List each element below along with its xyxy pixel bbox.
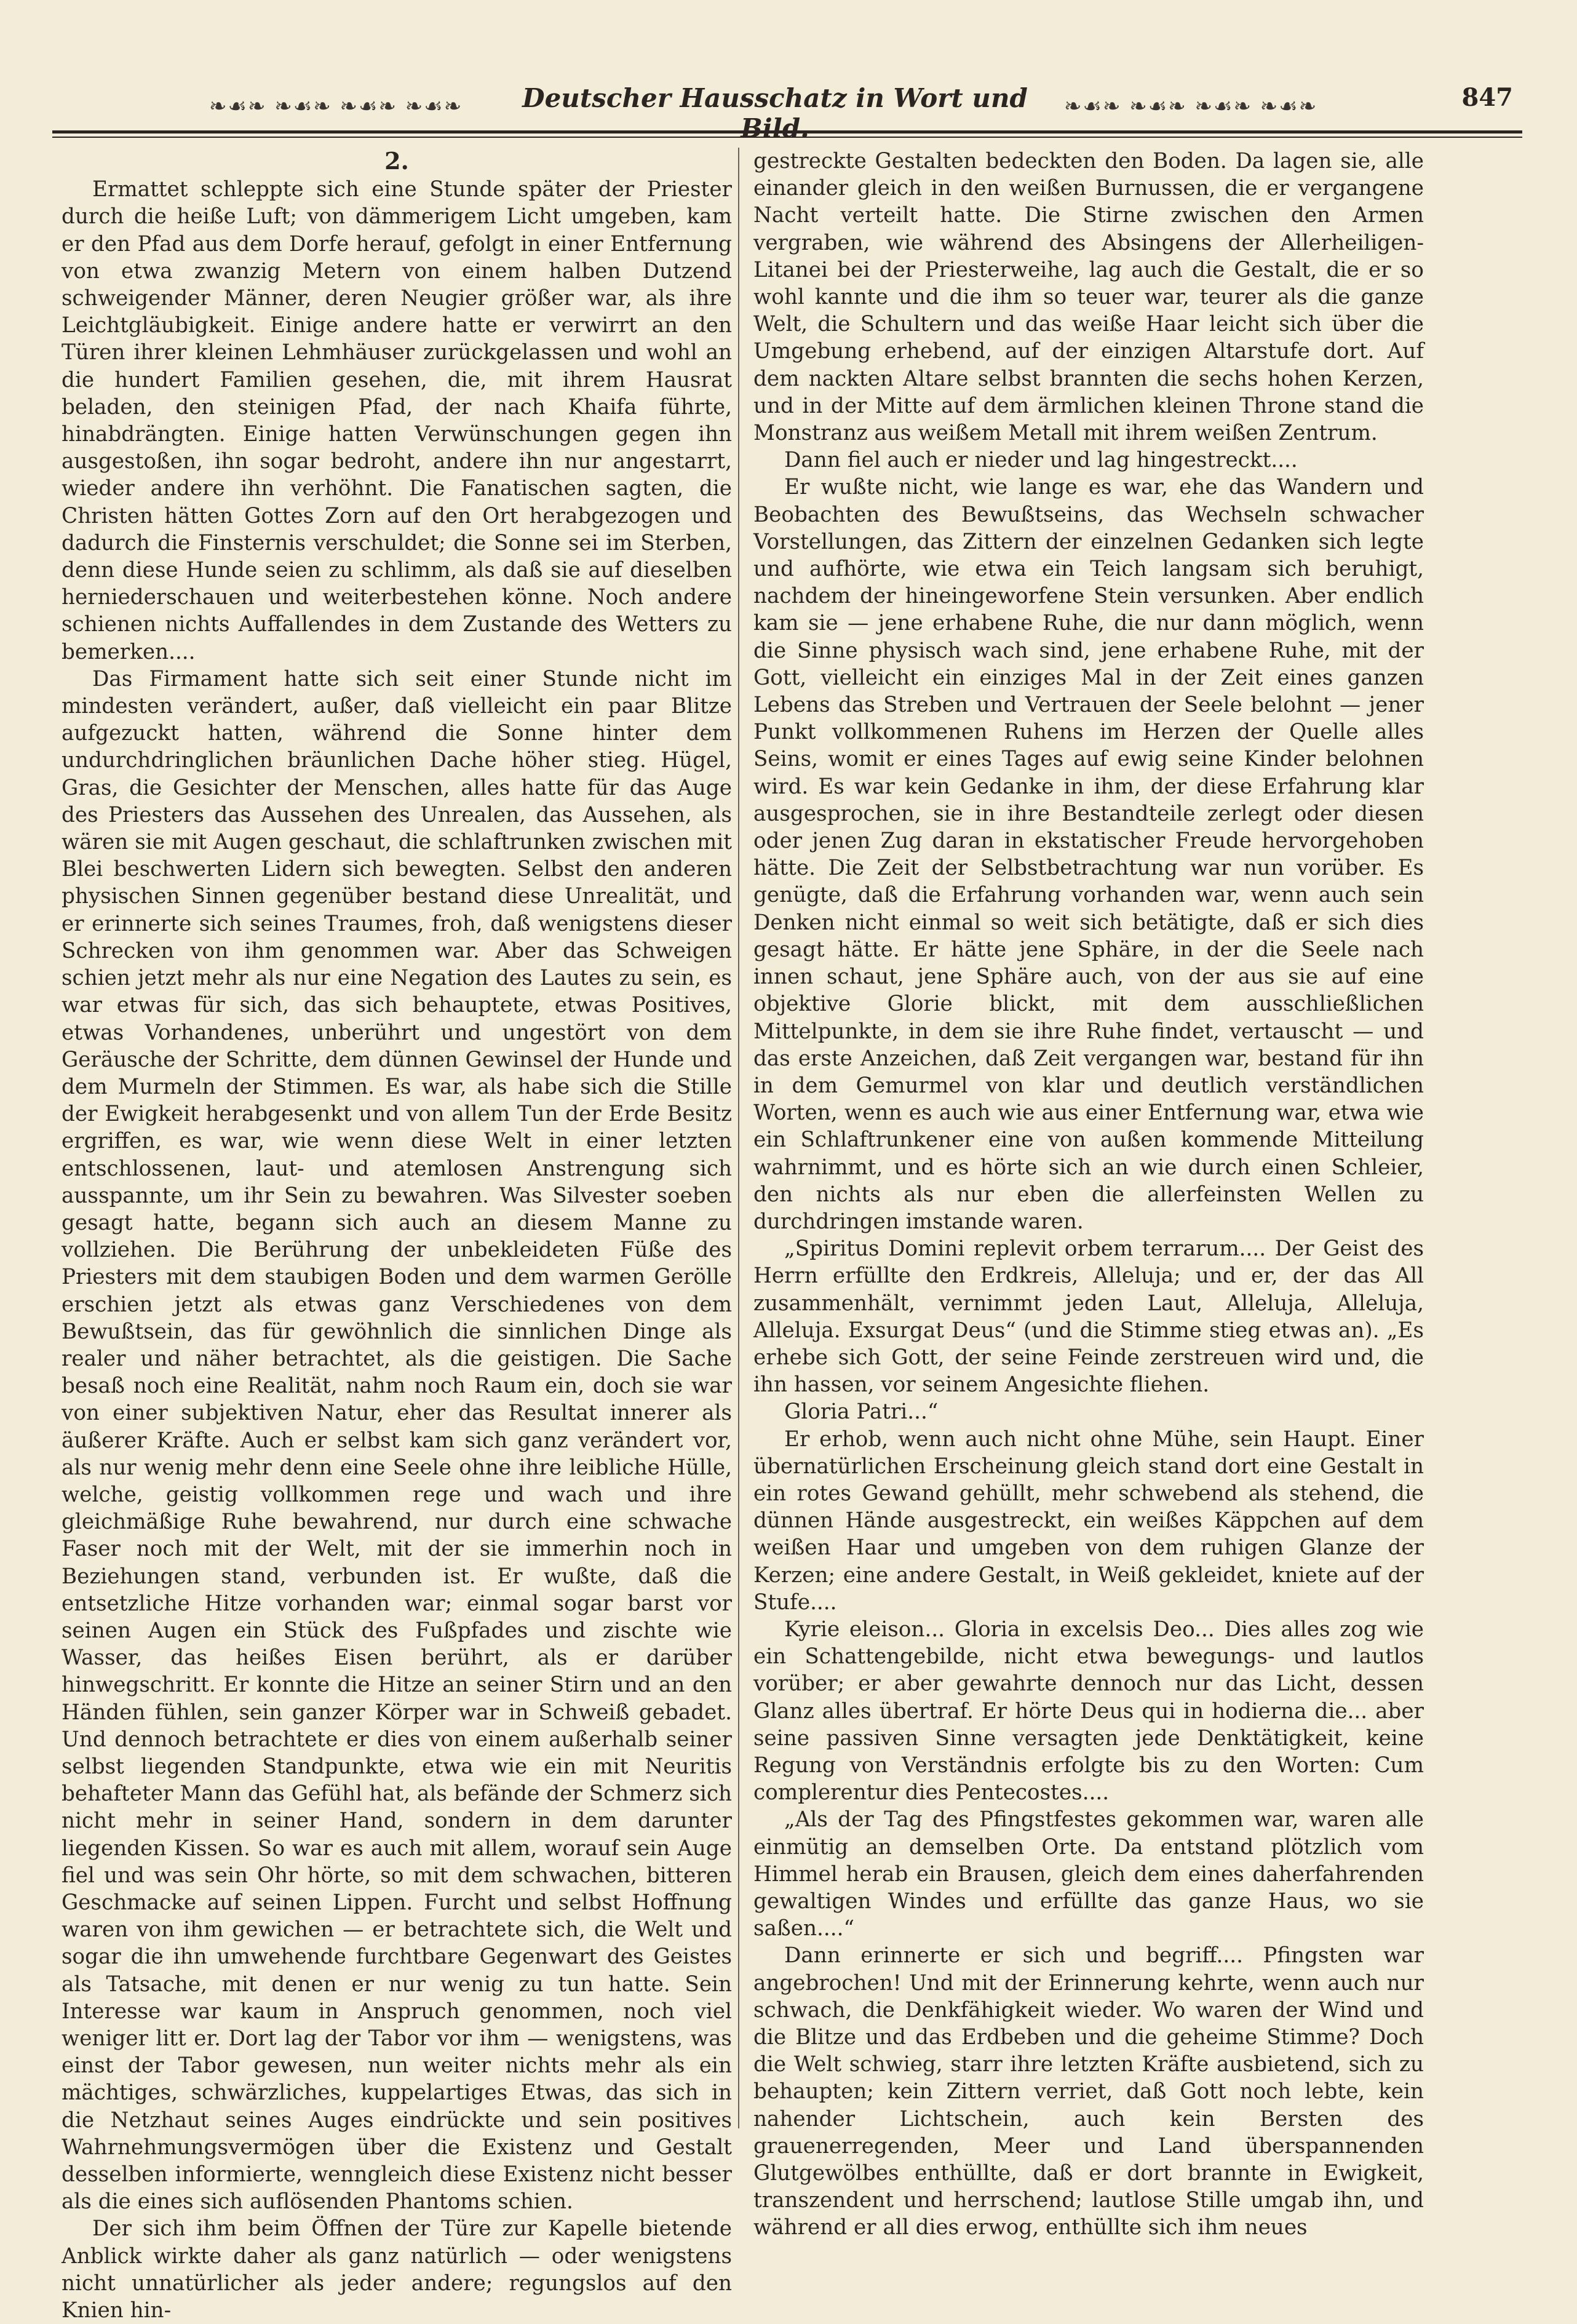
paragraph: Dann erinnerte er sich und begriff.... Pfingsten war angebrochen! Und mit der Erinnerung kehrte, wenn auch nur schwach, die Denkfähigkeit wieder. Wo waren der Wind und die Blitze und das Erdbeben und die geheime Stimme? Doch die Welt schwieg, starr ihre letzten Kräfte ausbietend, sich zu behaupten; kein Zittern verriet, daß Gott noch lebte, kein nahender Lichtschein, auch kein Bersten des grauenerregenden, Meer und Land überspannenden Glutgewölbes enthüllte, daß er dort brannte in Ewigkeit, transzendent und herrschend; lautlose Stille umgab ihn, und während er all dies erwog, enthüllte sich ihm neues xyxy=(753,1943,1424,2240)
paragraph: Er wußte nicht, wie lange es war, ehe das Wandern und Beobachten des Bewußtseins, das Wechseln schwacher Vorstellungen, das Zittern der einzelnen Gedanken sich legte und aufhörte, wie etwa ein Teich langsam sich beruhigt, nachdem der hineingeworfene Stein versunken. Aber endlich kam sie — jene erhabene Ruhe, die nur dann möglich, wenn die Sinne physisch wach sind, jene erhabene Ruhe, mit der Gott, vielleicht ein einziges Mal in der Zeit eines ganzen Lebens das Streben und Vertrauen der Seele belohnt — jener Punkt vollkommenen Ruhens im Herzen der Quelle alles Seins, womit er eines Tages auf ewig seine Kinder belohnen wird. Es war kein Gedanke in ihm, der diese Erfahrung klar ausgesprochen, sie in ihre Bestandteile zerlegt oder diesen oder jenen Zug daran in ekstatischer Freude hervorgehoben hätte. Die Zeit der Selbstbetrachtung war nun vorüber. Es genügte, daß die Erfahrung vorhanden war, wenn auch sein Denken nicht einmal so weit sich betätigte, daß er sich dies gesagt hätte. Er hätte jene Sphäre, in der die Seele nach innen schaut, jene Sphäre auch, von der aus sie auf eine objektive Glorie blickt, mit dem ausschließlichen Mittelpunkte, in dem sie ihre Ruhe findet, vertauscht — und das erste Anzeichen, daß Zeit vergangen war, bestand für ihn in dem Gemurmel von klar und deutlich verständlichen Worten, wenn es auch wie aus einer Entfernung war, etwa wie ein Schlaftrunkener eine von außen kommende Mitteilung wahrnimmt, und es hörte sich an wie durch einen Schleier, den nichts als nur eben die allerfeinsten Wellen zu durchdringen imstande waren. xyxy=(753,475,1424,1234)
paragraph: Er erhob, wenn auch nicht ohne Mühe, sein Haupt. Einer übernatürlichen Erscheinung gleich stand dort eine Gestalt in ein rotes Gewand gehüllt, mehr schwebend als stehend, die dünnen Hände ausgestreckt, ein weißes Käppchen auf dem weißen Haar und umgeben von dem ruhigen Glanze der Kerzen; eine andere Gestalt, in Weiß gekleidet, kniete auf der Stufe.... xyxy=(753,1427,1424,1615)
header-rule-thick xyxy=(52,130,1522,133)
paragraph: „Spiritus Domini replevit orbem terrarum.... Der Geist des Herrn erfüllte den Erdkreis, Alleluja; und er, der das All zusammenhält, vernimmt jeden Laut, Alleluja, Alleluja, Alleluja. Exsurgat Deus“ (und die Stimme stieg etwas an). „Es erhebe sich Gott, der seine Feinde zerstreuen wird und, die ihn hassen, vor seinem Angesichte fliehen. xyxy=(753,1236,1424,1398)
header-rule-thin xyxy=(52,137,1522,138)
paragraph: gestreckte Gestalten bedeckten den Boden. Da lagen sie, alle einander gleich in den weißen Burnussen, die er vergangene Nacht verteilt hatte. Die Stirne zwischen den Armen vergraben, wie während des Absingens der Allerheiligen-Litanei bei der Priesterweihe, lag auch die Gestalt, die er so wohl kannte und die ihm so teuer war, teurer als die ganze Welt, die Schultern und das weiße Haar leicht sich über die Umgebung erhebend, auf der einzigen Altarstufe dort. Auf dem nackten Altare selbst brannten die sechs hohen Kerzen, und in der Mitte auf dem ärmlichen kleinen Throne stand die Monstranz aus weißem Metall mit ihrem weißen Zentrum. xyxy=(753,149,1424,446)
paragraph: Gloria Patri...“ xyxy=(784,1399,939,1425)
paragraph: Das Firmament hatte sich seit einer Stunde nicht im mindesten verändert, außer, daß vielleicht ein paar Blitze aufgezuckt hatten, während die Sonne hinter dem undurchdringlichen bräunlichen Dache höher stieg. Hügel, Gras, die Gesichter der Menschen, alles hatte für das Auge des Priesters das Aussehen des Unrealen, das Aussehen, als wären sie mit Augen geschaut, die schlaftrunken zwischen mit Blei beschwerten Lidern sich bewegten. Selbst den anderen physischen Sinnen gegenüber bestand diese Unrealität, und er erinnerte sich seines Traumes, froh, daß wenigstens dieser Schrecken von ihm genommen war. Aber das Schweigen schien jetzt mehr als nur eine Negation des Lautes zu sein, es war etwas für sich, das sich behauptete, etwas Positives, etwas Vorhandenes, unberührt und ungestört von dem Geräusche der Schritte, dem dünnen Gewinsel der Hunde und dem Murmeln der Stimmen. Es war, als habe sich die Stille der Ewigkeit herabgesenkt und von allem Tun der Erde Besitz ergriffen, es war, wie wenn diese Welt in einer letzten entschlossenen, laut- und atemlosen Anstrengung sich ausspannte, um ihr Sein zu bewahren. Was Silvester soeben gesagt hatte, begann sich auch an diesem Manne zu vollziehen. Die Berührung der unbekleideten Füße des Priesters mit dem staubigen Boden und dem warmen Gerölle erschien jetzt als etwas ganz Verschiedenes von dem Bewußtsein, das für gewöhnlich die sinnlichen Dinge als realer und näher betrachtet, als die geistigen. Die Sache besaß noch eine Realität, nahm noch Raum ein, doch sie war von einer subjektiven Natur, eher das Resultat innerer als äußerer Kräfte. Auch er selbst kam sich ganz verändert vor, als nur wenig mehr denn eine Seele ohne ihre leibliche Hülle, welche, geistig vollkommen rege und wach und ihre gleichmäßige Ruhe bewahrend, nur durch eine schwache Faser noch mit der Welt, mit der sie immerhin noch in Beziehungen stand, verbunden ist. Er wußte, daß die entsetzliche Hitze vorhanden war; einmal sogar barst vor seinen Augen ein Stück des Fußpfades und zischte wie Wasser, das heißes Eisen berührt, als er darüber hinwegschritt. Er konnte die Hitze an seiner Stirn und an den Händen fühlen, sein ganzer Körper war in Schweiß gebadet. Und dennoch betrachtete er dies von einem außerhalb seiner selbst liegenden Standpunkte, etwa wie ein mit Neuritis behafteter Mann das Gefühl hat, als befände der Schmerz sich nicht mehr in seiner Hand, sondern in dem darunter liegenden Kissen. So war es auch mit allem, worauf sein Auge fiel und was sein Ohr hörte, so mit dem schwachen, bitteren Geschmacke auf seinen Lippen. Furcht und selbst Hoffnung waren von ihm gewichen — er betrachtete sich, die Welt und sogar die ihn umwehende furchtbare Gegenwart des Geistes als Tatsache, mit denen er nur wenig zu tun hatte. Sein Interesse war kaum in Anspruch genommen, noch viel weniger litt er. Dort lag der Tabor vor ihm — wenigstens, was einst der Tabor gewesen, nun weiter nichts mehr als ein mächtiges, schwärzliches, kuppelartiges Etwas, das sich in die Netzhaut seines Auges eindrückte und sein positives Wahrnehmungsvermögen über die Existenz und Gestalt desselben informierte, wenngleich diese Existenz nicht besser als die eines sich auflösenden Phantoms schien. xyxy=(62,666,732,2215)
left-column xyxy=(62,147,732,2323)
right-column xyxy=(753,148,1424,2240)
running-title: Deutscher Hausschatz in Wort und Bild. xyxy=(522,83,1028,143)
paragraph: Der sich ihm beim Öffnen der Türe zur Kapelle bietende Anblick wirkte daher als ganz natürlich — oder wenigstens nicht unnatürlicher als jeder andere; regungslos auf den Knien hin- xyxy=(62,2216,732,2323)
header-ornament-left: ❧☙❧ ❧☙❧ ❧☙❧ ❧☙❧ xyxy=(209,94,463,119)
page-header xyxy=(55,83,1519,143)
header-ornament-right: ❧☙❧ ❧☙❧ ❧☙❧ ❧☙❧ xyxy=(1064,94,1318,119)
page-number: 847 xyxy=(1461,83,1513,112)
paragraph: „Als der Tag des Pfingstfestes gekommen war, waren alle einmütig an demselben Orte. Da entstand plötzlich vom Himmel herab ein Brausen, gleich dem eines daherfahrenden gewaltigen Windes und erfüllte das ganze Haus, wo sie saßen....“ xyxy=(753,1807,1424,1941)
column-divider xyxy=(738,148,739,2128)
paragraph: Dann fiel auch er nieder und lag hingestreckt.... xyxy=(784,448,1298,473)
paragraph: Kyrie eleison... Gloria in excelsis Deo... Dies alles zog wie ein Schattengebilde, nicht etwa bewegungs- und lautlos vorüber; er aber gewahrte dennoch nur das Licht, dessen Glanz alles übertraf. Er hörte Deus qui in hodierna die... aber seine passiven Sinne versagten jede Denktätigkeit, keine Regung von Verständnis erfolgte bis zu den Worten: Cum complerentur dies Pentecostes.... xyxy=(753,1617,1424,1805)
paragraph: Ermattet schleppte sich eine Stunde später der Priester durch die heiße Luft; von dämmerigem Licht umgeben, kam er den Pfad aus dem Dorfe herauf, gefolgt in einer Entfernung von etwa zwanzig Metern von einem halben Dutzend schweigender Männer, deren Neugier größer war, als ihre Leichtgläubigkeit. Einige andere hatte er verwirrt an den Türen ihrer kleinen Lehmhäuser zurückgelassen und wohl an die hundert Familien gesehen, die, mit ihrem Hausrat beladen, den steinigen Pfad, der nach Khaifa führte, hinabdrängten. Einige hatten Verwünschungen gegen ihn ausgestoßen, ihn sogar bedroht, andere ihn nur angestarrt, wieder andere ihn verhöhnt. Die Fanatischen sagten, die Christen hätten Gottes Zorn auf den Ort herabgezogen und dadurch die Finsternis verschuldet; die Sonne sei im Sterben, denn diese Hunde seien zu schlimm, als daß sie auf dieselben herniederschauen und weiterbestehen könne. Noch andere schienen nichts Auffallendes in dem Zustande des Wetters zu bemerken.... xyxy=(62,177,732,664)
section-number: 2. xyxy=(384,147,409,175)
